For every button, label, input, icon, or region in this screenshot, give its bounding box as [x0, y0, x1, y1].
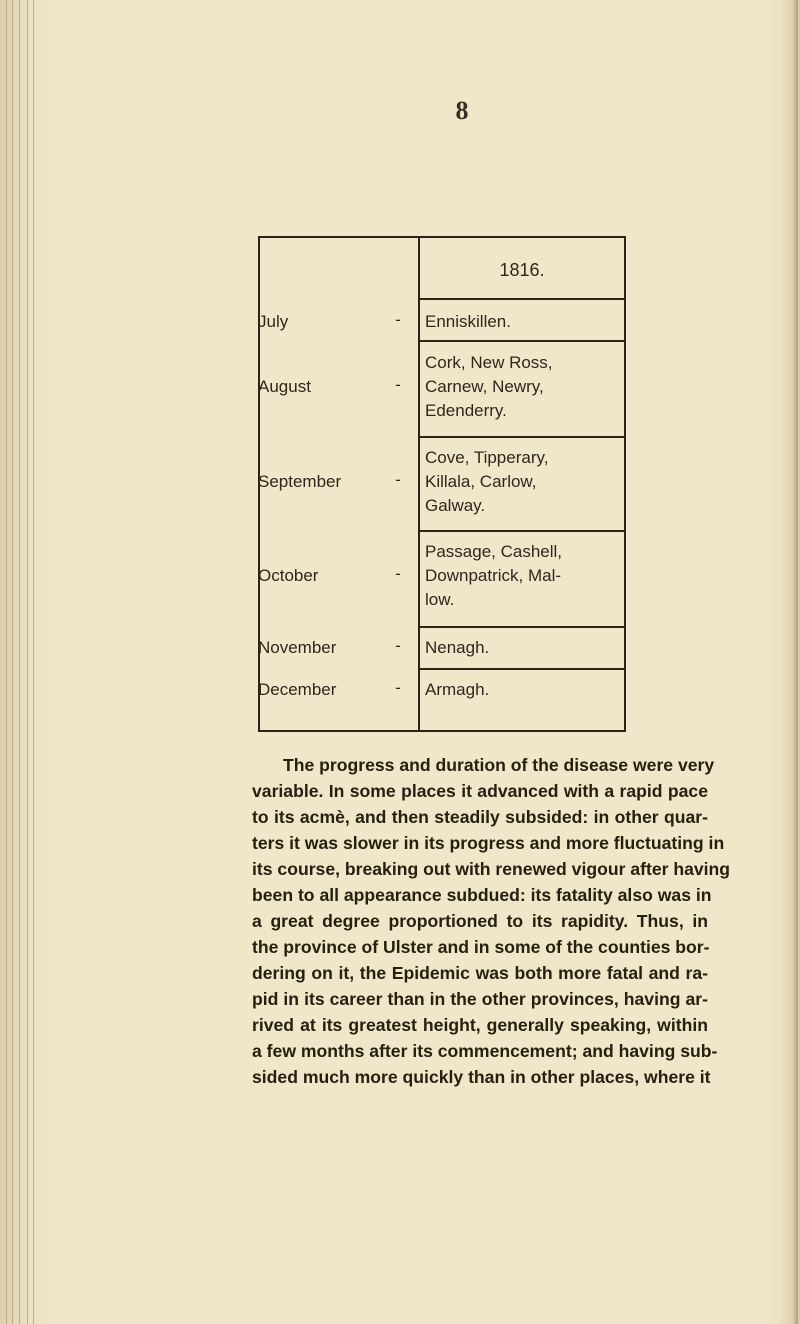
row-rule	[420, 530, 624, 532]
paragraph-line: been to all appearance subdued: its fatality also was in	[252, 885, 712, 905]
month-label: November	[258, 638, 337, 657]
paragraph-line: rived at its greatest height, generally speaking, within	[252, 1015, 708, 1035]
place-line: Armagh.	[425, 680, 490, 699]
dash-separator: -	[395, 470, 401, 489]
dash-separator: -	[395, 678, 401, 697]
place-line: Killala, Carlow,	[425, 472, 537, 491]
paragraph-line: a great degree proportioned to its rapidity. Thus, in	[252, 911, 708, 931]
dash-separator: -	[395, 564, 401, 583]
place-line: Downpatrick, Mal-	[425, 566, 562, 585]
paragraph-line: dering on it, the Epidemic was both more fatal and ra-	[252, 963, 708, 983]
month-label: July	[258, 312, 289, 331]
place-line: Passage, Cashell,	[425, 542, 563, 561]
binding-edge	[2, 0, 38, 1324]
year-header: 1816.	[499, 260, 545, 280]
page-number: 8	[455, 96, 469, 125]
paragraph-line: sided much more quickly than in other places, where it	[252, 1067, 711, 1087]
paragraph-line: its course, breaking out with renewed vigour after having	[252, 859, 731, 879]
places-cell	[425, 310, 619, 334]
table-right-rule	[624, 236, 626, 732]
row-rule	[420, 436, 624, 438]
dash-separator: -	[395, 375, 401, 394]
month-label: October	[258, 566, 319, 585]
dash-separator: -	[395, 310, 401, 329]
paragraph-line: ters it was slower in its progress and more fluctuating in	[252, 833, 725, 853]
paragraph-line: the province of Ulster and in some of the counties bor-	[252, 937, 710, 957]
outbreak-table	[258, 236, 626, 732]
places-cell	[425, 540, 619, 612]
paragraph-line: pid in its career than in the other provinces, having ar-	[252, 989, 708, 1009]
dash-separator: -	[395, 636, 401, 655]
table-bottom-rule	[258, 730, 626, 732]
right-page-edge	[792, 0, 798, 1324]
place-line: Cove, Tipperary,	[425, 448, 549, 467]
place-line: Cork, New Ross,	[425, 353, 553, 372]
month-label: December	[258, 680, 337, 699]
body-paragraph	[252, 752, 731, 1090]
place-line: low.	[425, 590, 455, 609]
row-rule	[420, 340, 624, 342]
places-cell	[425, 351, 619, 423]
paragraph-line: a few months after its commencement; and having sub-	[252, 1041, 718, 1061]
place-line: Galway.	[425, 496, 486, 515]
month-label: August	[258, 377, 311, 396]
place-line: Enniskillen.	[425, 312, 511, 331]
month-label: September	[258, 472, 342, 491]
place-line: Carnew, Newry,	[425, 377, 544, 396]
paragraph-line: The progress and duration of the disease were very	[283, 755, 715, 775]
row-rule	[420, 668, 624, 670]
places-cell	[425, 446, 619, 518]
table-top-rule	[258, 236, 626, 238]
row-rule	[420, 626, 624, 628]
table-middle-rule	[418, 236, 420, 732]
places-cell	[425, 678, 619, 702]
paragraph-line: variable. In some places it advanced with a rapid pace	[252, 781, 708, 801]
row-rule	[420, 298, 624, 300]
place-line: Nenagh.	[425, 638, 490, 657]
paragraph-line: to its acmè, and then steadily subsided: in other quar-	[252, 807, 708, 827]
place-line: Edenderry.	[425, 401, 507, 420]
places-cell	[425, 636, 619, 660]
